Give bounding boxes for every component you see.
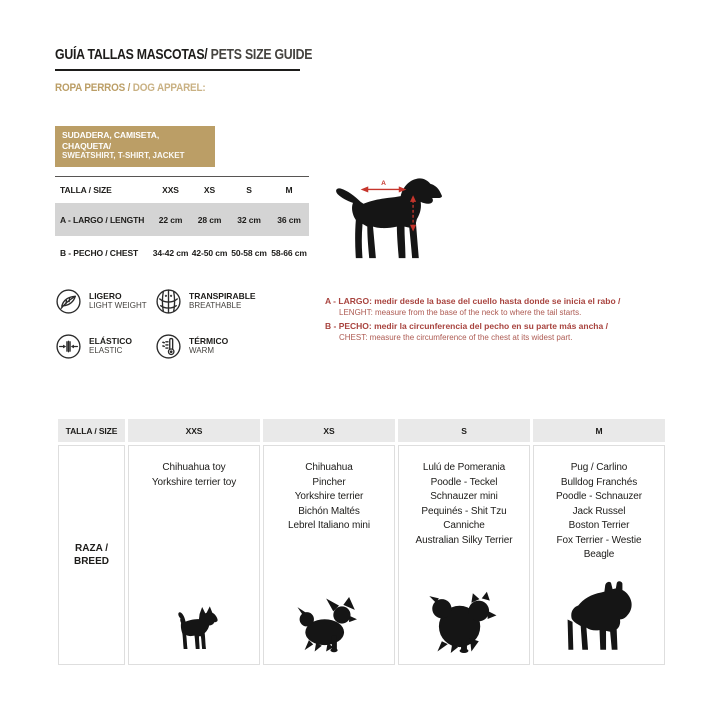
breed-cell-xxs	[128, 445, 260, 665]
breed-item: Yorkshire terrier	[294, 491, 364, 502]
breed-item: Lebrel Italiano mini	[288, 520, 370, 531]
thermometer-icon	[155, 333, 182, 360]
breed-item: Pug / Carlino	[570, 462, 628, 473]
breed-item: Bichón Maltés	[298, 505, 360, 517]
length-xxs: 22 cm	[151, 203, 190, 236]
breed-row-label-cell	[58, 445, 125, 665]
feature-elastic-label-es: ELÁSTICO	[89, 336, 132, 346]
breed-item: Pequinés - Shit Tzu	[421, 505, 507, 517]
breed-item: Bulldog Franchés	[560, 476, 638, 488]
breed-table	[58, 419, 666, 665]
size-table-header-xs: XS	[203, 185, 216, 195]
feature-breathable	[155, 288, 256, 315]
measurement-diagram	[332, 172, 456, 273]
breed-item: Yorkshire terrier toy	[151, 476, 237, 488]
category-banner	[55, 126, 215, 167]
title-underline	[55, 69, 300, 71]
breed-item: Poodle - Teckel	[430, 476, 498, 488]
category-banner-line-es: SUDADERA, CAMISETA, CHAQUETA/	[62, 130, 160, 151]
dog-silhouette-pomeranian	[427, 591, 501, 653]
breed-item: Fox Terrier - Westie	[556, 534, 642, 546]
feature-elastic-label-en: ELASTIC	[89, 346, 123, 355]
breed-item: Chihuahua toy	[162, 462, 226, 473]
note-chest	[325, 321, 690, 343]
breed-item: Poodle - Schnauzer	[555, 491, 643, 502]
feature-warm-label-es: TÉRMICO	[189, 336, 229, 346]
breed-list-xs	[288, 461, 370, 534]
size-table-row-chest-label: B - PECHO / CHEST	[60, 248, 139, 258]
length-xs: 28 cm	[190, 203, 229, 236]
breed-item: Beagle	[583, 549, 615, 560]
apparel-subtitle-en: DOG APPAREL:	[130, 82, 206, 94]
note-chest-en: CHEST: measure the circumference of the chest at its widest part.	[339, 333, 573, 342]
measuring-notes	[325, 296, 690, 346]
breed-cell-m	[533, 445, 665, 665]
breed-item: Jack Russel	[572, 505, 626, 517]
apparel-subtitle	[55, 82, 205, 94]
dog-silhouette-chihuahua	[169, 603, 220, 653]
breed-item: Boston Terrier	[568, 520, 630, 531]
breed-item: Australian Silky Terrier	[415, 534, 513, 546]
breed-list-m	[556, 461, 642, 563]
length-m: 36 cm	[269, 203, 309, 236]
feature-warm-label-en: WARM	[189, 346, 215, 355]
size-table-header-xxs: XXS	[162, 185, 179, 195]
feature-list	[55, 288, 256, 360]
note-length-es: A - LARGO: medir desde la base del cuello hasta donde se inicia el rabo /	[325, 296, 621, 306]
dog-silhouette-labrador	[332, 172, 456, 268]
category-banner-line-en: SWEATSHIRT, T-SHIRT, JACKET	[62, 151, 185, 160]
feature-lightweight-label-en: LIGHT WEIGHT	[89, 301, 147, 310]
breed-table-header	[58, 419, 666, 442]
breed-item: Pincher	[312, 476, 346, 488]
breed-item: Canniche	[443, 520, 485, 531]
feature-breathable-label-en: BREATHABLE	[189, 301, 242, 310]
breed-header-label: TALLA / SIZE	[58, 419, 125, 442]
feature-lightweight	[55, 288, 155, 315]
feature-elastic	[55, 333, 155, 360]
size-table-row-length-label: A - LARGO / LENGTH	[55, 203, 151, 236]
breed-row-label: RAZA / BREED	[73, 543, 109, 567]
note-chest-es: B - PECHO: medir la circunferencia del pecho en su parte más ancha /	[325, 321, 608, 331]
breed-cell-s	[398, 445, 530, 665]
breed-item: Lulú de Pomerania	[422, 462, 506, 473]
breathable-mesh-icon	[155, 288, 182, 315]
page-title	[55, 46, 312, 63]
breed-header-xs: XS	[263, 419, 395, 442]
dog-silhouette-long-haired-chihuahua	[296, 597, 362, 653]
breed-table-body	[58, 445, 666, 665]
breed-cell-xs	[263, 445, 395, 665]
elastic-arrows-icon	[55, 333, 82, 360]
size-table-header-m: M	[285, 185, 293, 195]
breed-header-xxs: XXS	[128, 419, 260, 442]
measure-arrow-a	[361, 180, 407, 192]
page-title-en: PETS SIZE GUIDE	[207, 46, 313, 63]
note-length-en: LENGHT: measure from the base of the neck to where the tail starts.	[339, 308, 582, 317]
chest-xs: 42-50 cm	[191, 248, 228, 258]
breed-list-s	[416, 461, 513, 548]
chest-xxs: 34-42 cm	[152, 248, 189, 258]
apparel-subtitle-es: ROPA PERROS /	[55, 82, 131, 94]
length-s: 32 cm	[229, 203, 269, 236]
size-table-header-label: TALLA / SIZE	[60, 185, 112, 195]
feature-lightweight-label-es: LIGERO	[89, 291, 122, 301]
feature-warm	[155, 333, 256, 360]
note-length	[325, 296, 690, 318]
size-table	[55, 176, 309, 270]
measure-arrow-a-label: A	[381, 180, 386, 188]
feather-icon	[55, 288, 82, 315]
size-table-header-s: S	[246, 185, 252, 195]
feature-breathable-label-es: TRANSPIRABLE	[189, 291, 256, 301]
breed-header-s: S	[398, 419, 530, 442]
dog-silhouette-french-bulldog	[560, 581, 639, 653]
breed-header-m: M	[533, 419, 665, 442]
breed-item: Schnauzer mini	[430, 491, 498, 502]
chest-s: 50-58 cm	[231, 248, 267, 258]
breed-item: Chihuahua	[305, 462, 353, 473]
chest-m: 58-66 cm	[271, 248, 307, 258]
page-title-es: GUÍA TALLAS MASCOTAS/	[55, 46, 208, 63]
breed-list-xxs	[152, 461, 236, 490]
